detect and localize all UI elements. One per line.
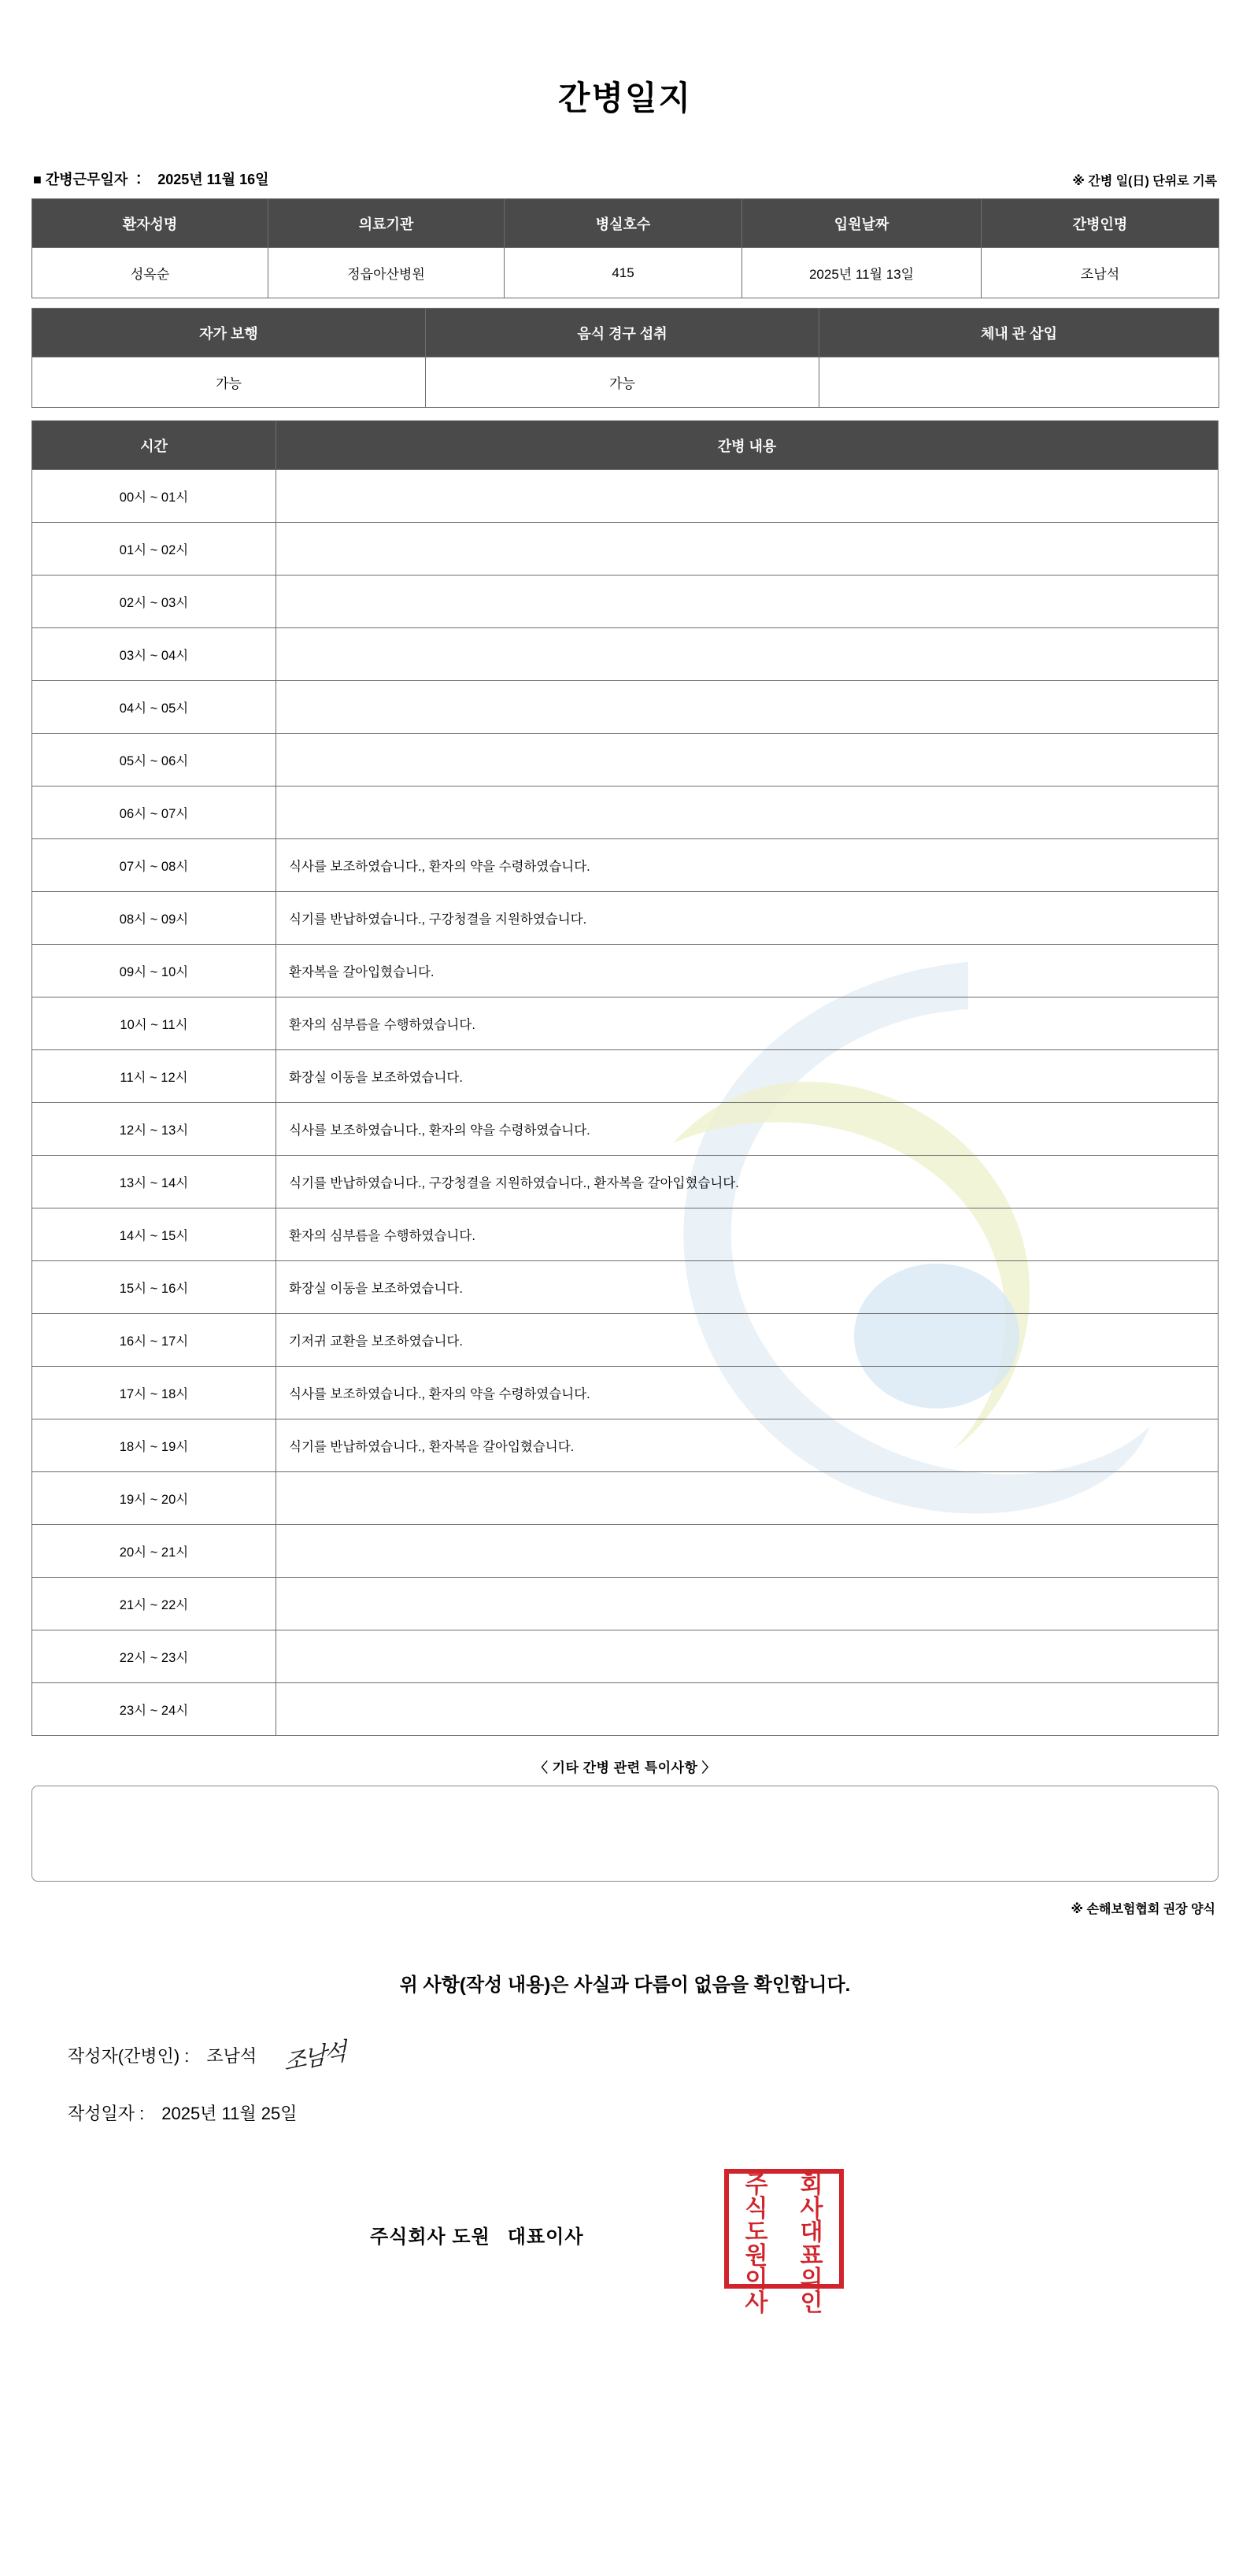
- table-row: [32, 628, 1219, 681]
- cell-care-content[interactable]: 화장실 이동을 보조하였습니다.: [276, 1261, 1219, 1314]
- write-date-value: 2025년 11월 25일: [161, 2104, 298, 2123]
- cell-time: 20시 ~ 21시: [32, 1525, 276, 1578]
- handwritten-signature: 조남석: [283, 2037, 346, 2078]
- table-row: [32, 357, 1219, 408]
- cell-time: 07시 ~ 08시: [32, 839, 276, 892]
- col-header-hospital: 의료기관: [268, 199, 505, 248]
- cell-care-content[interactable]: [276, 1578, 1219, 1630]
- cell-tube-insertion: [819, 357, 1219, 408]
- meta-row: [31, 168, 1219, 189]
- table-row: [32, 1050, 1219, 1103]
- cell-caregiver: 조남석: [982, 248, 1219, 298]
- table-row: [32, 1578, 1219, 1630]
- table-row: [32, 1419, 1219, 1472]
- confirmation-statement: 위 사항(작성 내용)은 사실과 다름이 없음을 확인합니다.: [399, 1975, 851, 1996]
- etc-section-title: 〈 기타 간병 관련 특이사항 〉: [534, 1760, 716, 1775]
- etc-notes-box[interactable]: [31, 1786, 1219, 1882]
- cell-time: 17시 ~ 18시: [32, 1367, 276, 1419]
- cell-time: 10시 ~ 11시: [32, 997, 276, 1050]
- condition-table: [31, 308, 1219, 408]
- cell-care-content[interactable]: [276, 786, 1219, 839]
- signature-block: [31, 2037, 1219, 2125]
- cell-time: 08시 ~ 09시: [32, 892, 276, 945]
- cell-room: 415: [505, 248, 742, 298]
- cell-time: 04시 ~ 05시: [32, 681, 276, 734]
- cell-time: 11시 ~ 12시: [32, 1050, 276, 1103]
- cell-time: 00시 ~ 01시: [32, 470, 276, 523]
- table-header-row: [32, 421, 1219, 470]
- cell-care-content[interactable]: 환자의 심부름을 수행하였습니다.: [276, 1208, 1219, 1261]
- col-header-self-walk: 자가 보행: [32, 309, 426, 357]
- cell-care-content[interactable]: 식기를 반납하였습니다., 구강청결을 지원하였습니다.: [276, 892, 1219, 945]
- cell-care-content[interactable]: [276, 1472, 1219, 1525]
- cell-self-walk: 가능: [32, 357, 426, 408]
- stamp-char: 주: [745, 2171, 768, 2199]
- table-row: [32, 1103, 1219, 1156]
- association-note: ※ 손해보험협회 권장 양식: [1071, 1903, 1215, 1916]
- patient-info-table: [31, 198, 1219, 298]
- company-row: [31, 2169, 1219, 2319]
- page-title: 간병일지: [557, 80, 693, 117]
- cell-admission-date: 2025년 11월 13일: [742, 248, 982, 298]
- cell-care-content[interactable]: [276, 681, 1219, 734]
- cell-time: 15시 ~ 16시: [32, 1261, 276, 1314]
- author-value: 조남석: [206, 2045, 257, 2066]
- stamp-char: 대: [800, 2219, 823, 2246]
- cell-care-content[interactable]: 식사를 보조하였습니다., 환자의 약을 수령하였습니다.: [276, 1367, 1219, 1419]
- stamp-char: 식: [745, 2195, 768, 2223]
- col-header-care-content: 간병 내용: [276, 421, 1219, 470]
- cell-time: 13시 ~ 14시: [32, 1156, 276, 1208]
- unit-note: ※ 간병 일(日) 단위로 기록: [1072, 175, 1217, 188]
- table-row: [32, 1525, 1219, 1578]
- cell-time: 09시 ~ 10시: [32, 945, 276, 997]
- author-row: [68, 2037, 1219, 2078]
- company-line: [370, 2221, 584, 2248]
- cell-time: 21시 ~ 22시: [32, 1578, 276, 1630]
- cell-care-content[interactable]: [276, 628, 1219, 681]
- cell-patient-name: 성옥순: [32, 248, 268, 298]
- cell-care-content[interactable]: 환자의 심부름을 수행하였습니다.: [276, 997, 1219, 1050]
- stamp-char: 사: [745, 2289, 768, 2317]
- cell-time: 14시 ~ 15시: [32, 1208, 276, 1261]
- cell-care-content[interactable]: 환자복을 갈아입혔습니다.: [276, 945, 1219, 997]
- work-date-value: 2025년 11월 16일: [157, 172, 269, 187]
- stamp-char: 도: [745, 2219, 768, 2246]
- cell-time: 18시 ~ 19시: [32, 1419, 276, 1472]
- col-header-room: 병실호수: [505, 199, 742, 248]
- work-date: [33, 168, 268, 189]
- cell-hospital: 정읍아산병원: [268, 248, 505, 298]
- stamp-char: 이: [745, 2266, 768, 2293]
- table-row: [32, 1261, 1219, 1314]
- col-header-oral-intake: 음식 경구 섭취: [426, 309, 819, 357]
- col-header-patient-name: 환자성명: [32, 199, 268, 248]
- table-row: [32, 1367, 1219, 1419]
- hourly-log-body: [32, 470, 1219, 1736]
- cell-care-content[interactable]: 기저귀 교환을 보조하였습니다.: [276, 1314, 1219, 1367]
- cell-care-content[interactable]: [276, 1683, 1219, 1736]
- company-seal-stamp: [724, 2169, 844, 2317]
- cell-time: 22시 ~ 23시: [32, 1630, 276, 1683]
- stamp-char: 인: [800, 2289, 823, 2317]
- table-row: [32, 1683, 1219, 1736]
- company-name: 주식회사 도원: [370, 2226, 490, 2248]
- col-header-admission-date: 입원날짜: [742, 199, 982, 248]
- cell-care-content[interactable]: 식사를 보조하였습니다., 환자의 약을 수령하였습니다.: [276, 1103, 1219, 1156]
- cell-care-content[interactable]: [276, 1630, 1219, 1683]
- table-header-row: [32, 199, 1219, 248]
- table-row: [32, 523, 1219, 576]
- col-header-tube-insertion: 체내 관 삽입: [819, 309, 1219, 357]
- col-header-time: 시간: [32, 421, 276, 470]
- table-row: [32, 839, 1219, 892]
- table-row: [32, 734, 1219, 786]
- ceo-label: 대표이사: [507, 2226, 584, 2248]
- write-date-row: [68, 2100, 1219, 2125]
- stamp-char: 원: [745, 2242, 768, 2270]
- table-header-row: [32, 309, 1219, 357]
- table-row: [32, 786, 1219, 839]
- cell-care-content[interactable]: [276, 576, 1219, 628]
- cell-time: 12시 ~ 13시: [32, 1103, 276, 1156]
- cell-care-content[interactable]: [276, 470, 1219, 523]
- cell-care-content[interactable]: [276, 523, 1219, 576]
- table-row: [32, 1156, 1219, 1208]
- cell-time: 01시 ~ 02시: [32, 523, 276, 576]
- table-row: [32, 997, 1219, 1050]
- cell-time: 03시 ~ 04시: [32, 628, 276, 681]
- table-row: [32, 1208, 1219, 1261]
- document-page: [0, 72, 1250, 2319]
- stamp-char: 의: [800, 2266, 823, 2293]
- cell-care-content[interactable]: 식기를 반납하였습니다., 구강청결을 지원하였습니다., 환자복을 갈아입혔습니다.: [276, 1156, 1219, 1208]
- cell-time: 19시 ~ 20시: [32, 1472, 276, 1525]
- table-row: [32, 681, 1219, 734]
- table-row: [32, 1314, 1219, 1367]
- cell-care-content[interactable]: 식기를 반납하였습니다., 환자복을 갈아입혔습니다.: [276, 1419, 1219, 1472]
- cell-care-content[interactable]: [276, 734, 1219, 786]
- stamp-char: 회: [800, 2171, 823, 2199]
- table-row: [32, 470, 1219, 523]
- cell-time: 23시 ~ 24시: [32, 1683, 276, 1736]
- cell-time: 16시 ~ 17시: [32, 1314, 276, 1367]
- stamp-char: 표: [800, 2242, 823, 2270]
- cell-care-content[interactable]: 화장실 이동을 보조하였습니다.: [276, 1050, 1219, 1103]
- cell-oral-intake: 가능: [426, 357, 819, 408]
- col-header-caregiver: 간병인명: [982, 199, 1219, 248]
- cell-time: 05시 ~ 06시: [32, 734, 276, 786]
- table-row: [32, 1472, 1219, 1525]
- write-date-label: 작성일자 :: [68, 2104, 145, 2123]
- table-row: [32, 1630, 1219, 1683]
- cell-time: 06시 ~ 07시: [32, 786, 276, 839]
- cell-care-content[interactable]: 식사를 보조하였습니다., 환자의 약을 수령하였습니다.: [276, 839, 1219, 892]
- stamp-char: 사: [800, 2195, 823, 2223]
- table-row: [32, 576, 1219, 628]
- hourly-log-table: [31, 420, 1219, 1736]
- table-row: [32, 945, 1219, 997]
- table-row: [32, 248, 1219, 298]
- work-date-label: ■ 간병근무일자 ：: [33, 172, 146, 187]
- cell-care-content[interactable]: [276, 1525, 1219, 1578]
- table-row: [32, 892, 1219, 945]
- cell-time: 02시 ~ 03시: [32, 576, 276, 628]
- author-label: 작성자(간병인) :: [68, 2045, 190, 2066]
